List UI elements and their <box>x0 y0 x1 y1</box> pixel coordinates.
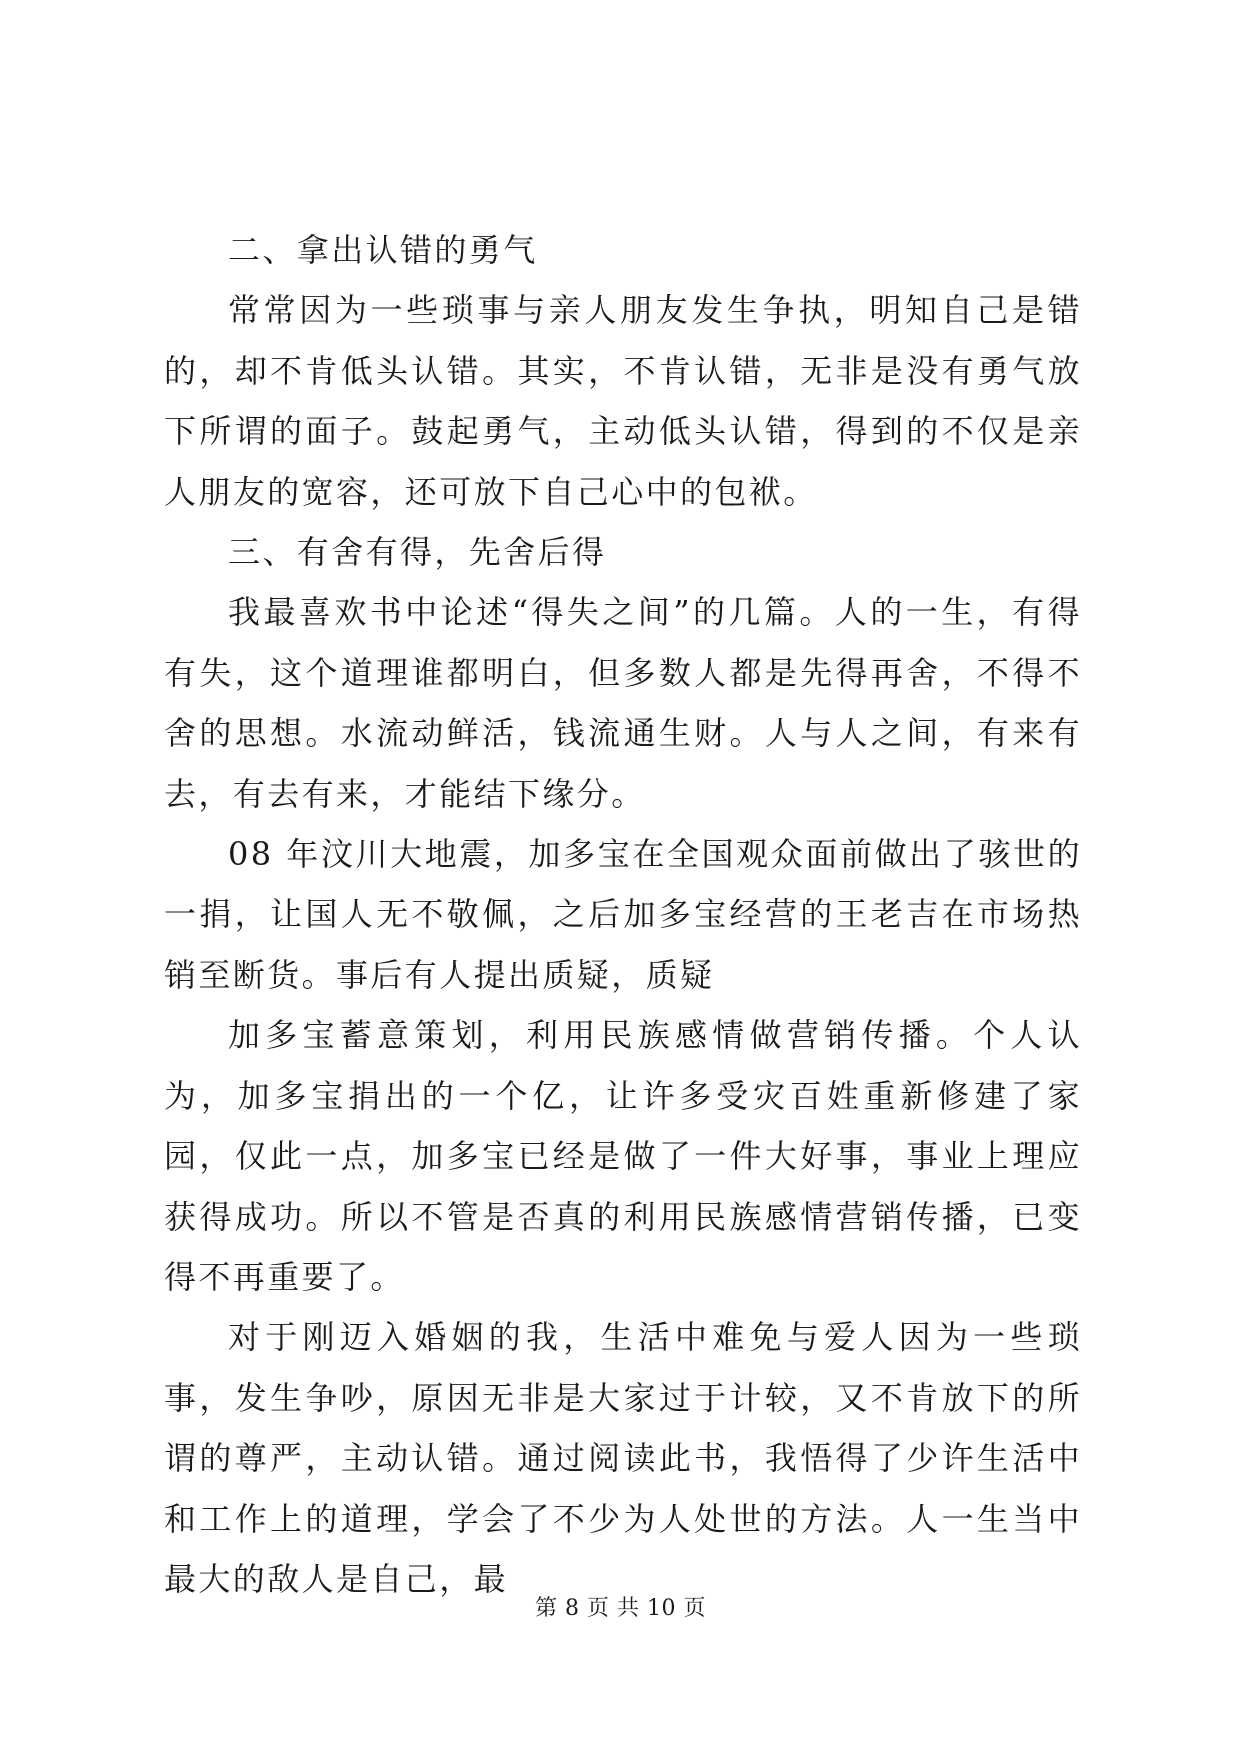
section-heading-give-and-take: 三、有舍有得，先舍后得 <box>228 533 607 572</box>
body-paragraph: 我最喜欢书中论述“得失之间”的几篇。人的一生，有得有失，这个道理谁都明白，但多数人都是先得再舍，不得不舍的思想。水流动鲜活，钱流通生财。人与人之间，有来有去，有去有来，才能结下缘分。 <box>164 593 1082 813</box>
section-heading-admit-mistakes: 二、拿出认错的勇气 <box>228 231 538 269</box>
page-number-footer: 第 8 页 共 10 页 <box>535 1596 706 1621</box>
body-paragraph: 对于刚迈入婚姻的我，生活中难免与爱人因为一些琐事，发生争吵，原因无非是大家过于计较，又不肯放下的所谓的尊严，主动认错。通过阅读此书，我悟得了少许生活中和工作上的道理，学会了不少为人处世的方法。人一生当中最大的敌人是自己，最 <box>164 1318 1082 1598</box>
document-body <box>164 220 1082 1609</box>
body-paragraph: 常常因为一些琐事与亲人朋友发生争执，明知自己是错的，却不肯低头认错。其实，不肯认错，无非是没有勇气放下所谓的面子。鼓起勇气，主动低头认错，得到的不仅是亲人朋友的宽容，还可放下自己心中的包袱。 <box>164 291 1082 511</box>
body-paragraph: 加多宝蓄意策划，利用民族感情做营销传播。个人认为，加多宝捐出的一个亿，让许多受灾百姓重新修建了家园，仅此一点，加多宝已经是做了一件大好事，事业上理应获得成功。所以不管是否真的利用民族感情营销传播，已变得不再重要了。 <box>164 1016 1082 1296</box>
body-paragraph: 08 年汶川大地震，加多宝在全国观众面前做出了骇世的一捐，让国人无不敬佩，之后加多宝经营的王老吉在市场热销至断货。事后有人提出质疑，质疑 <box>164 835 1082 994</box>
